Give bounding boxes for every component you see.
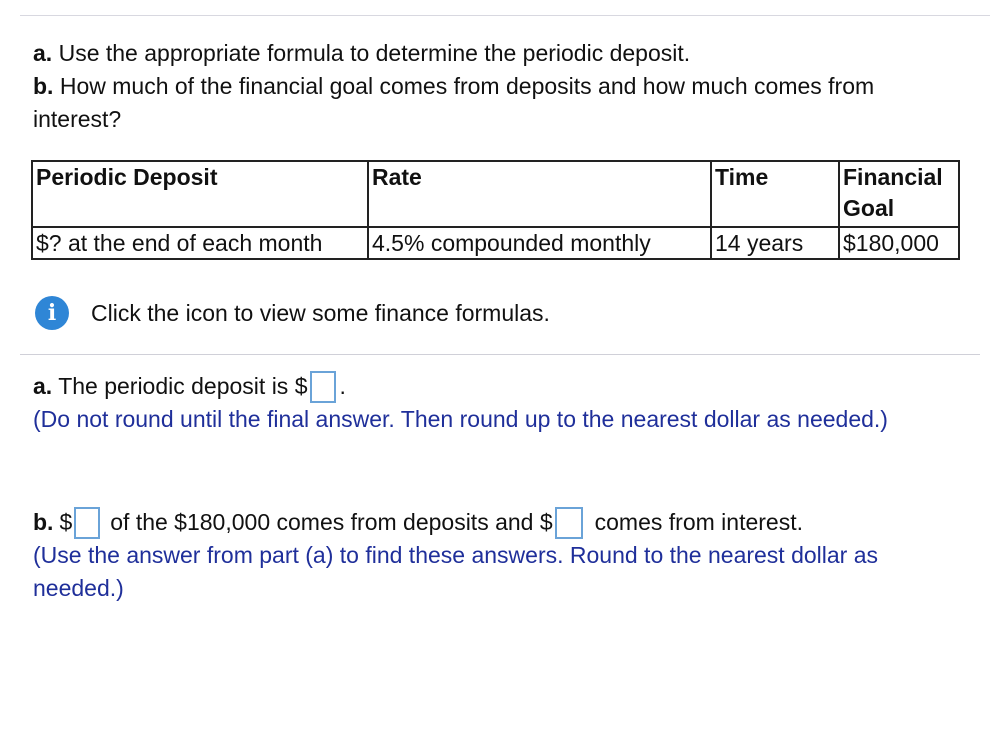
interest-amount-input[interactable] xyxy=(555,507,583,539)
header-financial-goal xyxy=(839,161,959,227)
question-text xyxy=(33,37,953,136)
answer-b-line xyxy=(33,506,963,539)
periodic-deposit-input[interactable] xyxy=(310,371,336,403)
question-part-a xyxy=(33,37,953,70)
formula-info-row xyxy=(35,296,550,330)
answer-a-hint: (Do not round until the final answer. Then round up to the nearest dollar as needed.) xyxy=(33,406,888,432)
cell-rate: 4.5% compounded monthly xyxy=(368,227,711,259)
formula-info-text: Click the icon to view some finance formulas. xyxy=(91,299,550,326)
header-periodic-deposit: Periodic Deposit xyxy=(32,161,368,227)
deposits-amount-input[interactable] xyxy=(74,507,100,539)
answer-a-period: . xyxy=(339,373,346,399)
answer-b-label: b. xyxy=(33,509,54,535)
question-part-a-label: a. xyxy=(33,40,53,66)
header-rate: Rate xyxy=(368,161,711,227)
top-divider xyxy=(20,15,990,16)
answer-a-line xyxy=(33,370,963,403)
answer-b-section xyxy=(33,506,963,605)
answer-b-prefix: $ xyxy=(59,509,73,535)
cell-financial-goal: $180,000 xyxy=(839,227,959,259)
finance-table xyxy=(31,160,960,260)
answer-a-section xyxy=(33,370,963,436)
answer-a-text: The periodic deposit is $ xyxy=(58,373,308,399)
answer-divider xyxy=(20,354,980,355)
answer-b-suffix: comes from interest. xyxy=(594,509,803,535)
header-time: Time xyxy=(711,161,839,227)
cell-time: 14 years xyxy=(711,227,839,259)
table-header-row xyxy=(32,161,959,227)
answer-b-middle: of the $180,000 comes from deposits and $ xyxy=(110,509,553,535)
answer-a-label: a. xyxy=(33,373,53,399)
cell-periodic-deposit: $? at the end of each month xyxy=(32,227,368,259)
question-part-b xyxy=(33,70,953,136)
question-part-b-text: How much of the financial goal comes from deposits and how much comes from interest? xyxy=(33,73,875,132)
table-row xyxy=(32,227,959,259)
info-icon[interactable]: i xyxy=(35,296,69,330)
question-part-a-text: Use the appropriate formula to determine the periodic deposit. xyxy=(58,40,691,66)
question-part-b-label: b. xyxy=(33,73,54,99)
header-financial-goal-text: Financial Goal xyxy=(843,164,943,221)
answer-b-hint: (Use the answer from part (a) to find these answers. Round to the nearest dollar as needed.) xyxy=(33,542,879,601)
